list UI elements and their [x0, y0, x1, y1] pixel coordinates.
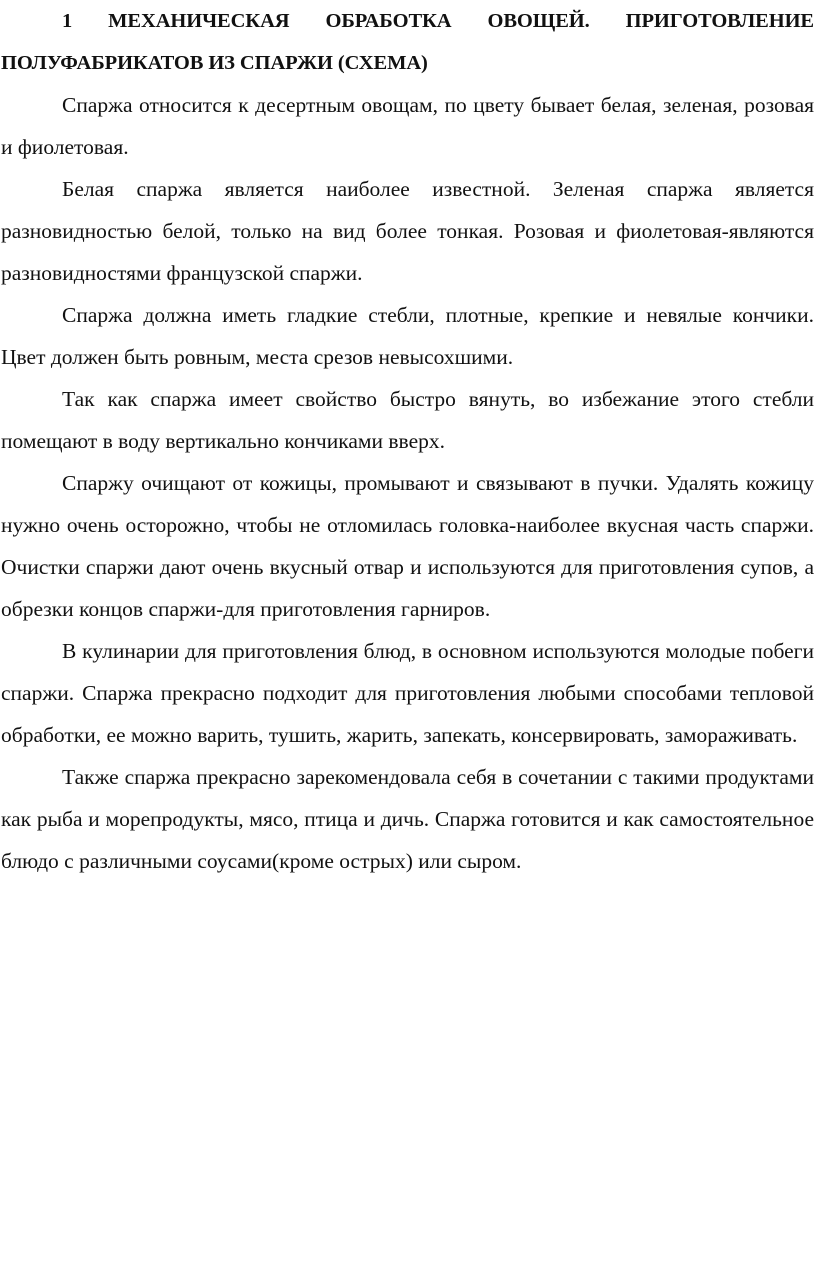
paragraph-2: Белая спаржа является наиболее известной. Зеленая спаржа является разновидностью белой, только на вид более тонкая. Розовая и фиолетовая-являются разновидностями французской спаржи. — [1, 177, 814, 285]
paragraph-1: Спаржа относится к десертным овощам, по цвету бывает белая, зеленая, розовая и фиолетовая. — [1, 93, 814, 159]
paragraph-5: Спаржу очищают от кожицы, промывают и связывают в пучки. Удалять кожицу нужно очень осторожно, чтобы не отломилась головка-наиболее вкусная часть спаржи. Очистки спаржи дают очень вкусный отвар и используются для приготовления супов, а обрезки концов спаржи-для приготовления гарниров. — [1, 471, 814, 621]
paragraph-3: Спаржа должна иметь гладкие стебли, плотные, крепкие и невялые кончики. Цвет должен быть ровным, места срезов невысохшими. — [1, 303, 814, 369]
document-title: 1 МЕХАНИЧЕСКАЯ ОБРАБОТКА ОВОЩЕЙ. ПРИГОТОВЛЕНИЕ ПОЛУФАБРИКАТОВ ИЗ СПАРЖИ (СХЕМА) — [1, 10, 814, 74]
paragraph-4: Так как спаржа имеет свойство быстро вянуть, во избежание этого стебли помещают в воду вертикально кончиками вверх. — [1, 387, 814, 453]
paragraph-6: В кулинарии для приготовления блюд, в основном используются молодые побеги спаржи. Спаржа прекрасно подходит для приготовления любыми способами тепловой обработки, ее можно варить, тушить, жарить, запекать, консервировать, замораживать. — [1, 639, 814, 747]
paragraph-7: Также спаржа прекрасно зарекомендовала себя в сочетании с такими продуктами как рыба и морепродукты, мясо, птица и дичь. Спаржа готовится и как самостоятельное блюдо с различными соусами(кроме острых) или сыром. — [1, 765, 814, 873]
